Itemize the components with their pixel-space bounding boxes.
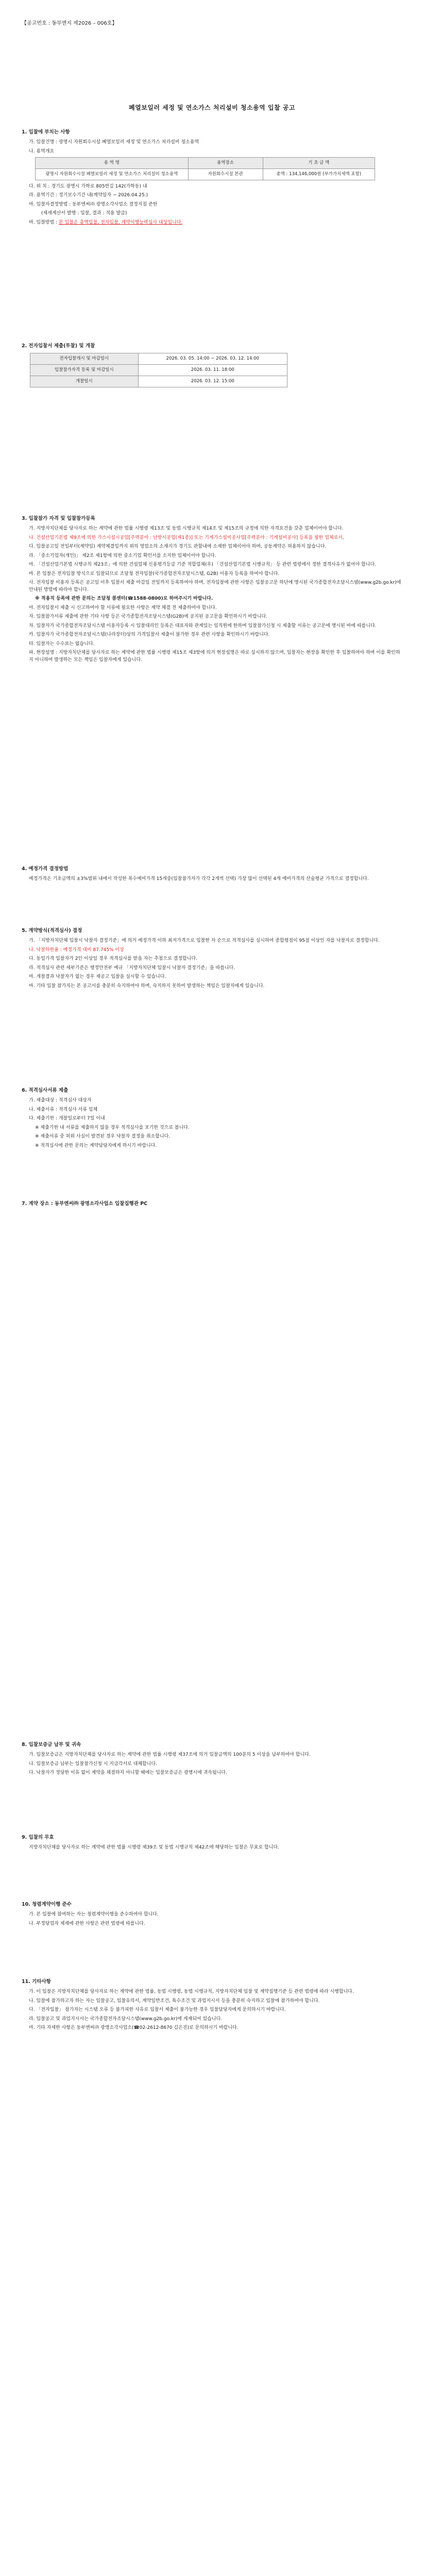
s1-item-ba-label: 바. 입찰방법 :	[29, 219, 59, 225]
s5-line: 나. 낙찰하한율 : 예정가격 대비 87.745% 이상	[29, 947, 124, 953]
s3-line: 파. 현장설명 : 지방자치단체를 당사자로 하는 계약에 관한 법률 시행령 제15조 제3항에 의거 현장설명은 따로 실시하지 않으며, 입찰자는 현장을 확인한 후 입찰하여야 하며 이를 확인하지 아니하여 발생하는 모든 책임은 입찰자에게 있습니다.	[29, 650, 400, 663]
s11-line: 라. 입찰공고 및 과업지시서는 국가종합전자조달시스템(www.g2b.go.kr)에 게재되어 있습니다.	[29, 2016, 223, 2022]
section-9-heading: 9. 입찰의 무효	[22, 1835, 54, 1840]
s3-line: 다. 입찰공고일 전일부터(계약일) 계약체결일까지 위의 영업소의 소재지가 경기도 관할내에 소재한 업체이어야 하며, 공동계약은 허용하지 않습니다.	[29, 544, 327, 550]
section-8	[22, 1741, 403, 1779]
schedule-table	[30, 353, 287, 387]
section-2-heading: 2. 전자입찰서 제출(투찰) 및 개찰	[22, 343, 95, 349]
section-6	[22, 1087, 403, 1151]
s11-line: 마. 기타 자세한 사항은 동부엔씨㈜ 광명소각사업소(☎02-2612-8670 김은진)로 문의하시기 바랍니다.	[29, 2025, 239, 2031]
section-11	[22, 1978, 403, 2034]
s9-text: 지방자치단체를 당사자로 하는 계약에 관한 법률 시행령 제39조 및 동법 시행규칙 제42조에 해당하는 입찰은 무효로 합니다.	[29, 1845, 279, 1851]
page-title: 폐열보일러 세정 및 연소가스 처리설비 청소용역 입찰 공고	[129, 104, 295, 111]
section-10-heading: 10. 청렴계약이행 준수	[22, 1902, 72, 1907]
s1-item-da: 다. 위 치 : 경기도 광명시 가학로 805번길 142(가학동) 내	[29, 183, 147, 189]
section-3-heading: 3. 입찰참가 자격 및 입찰참가등록	[22, 516, 95, 521]
s6-note: ※ 적격심사에 관한 문의는 계약담당자에게 하시기 바랍니다.	[35, 1143, 157, 1148]
s11-line: 가. 이 입찰은 지방자치단체를 당사자로 하는 계약에 관한 법률, 동법 시행령, 동법 시행규칙, 지방자치단체 입찰 및 계약집행기준 등 관련 법령에 따라 시행합니다.	[29, 1989, 354, 1995]
s6-note: ※ 제출기한 내 서류를 제출하지 않을 경우 적격심사를 포기한 것으로 봅니다.	[35, 1125, 190, 1130]
s5-line: 바. 기타 입찰 참가자는 본 공고서를 충분히 숙지하여야 하며, 숙지하지 못하여 발생하는 책임은 입찰자에게 있습니다.	[29, 983, 265, 989]
s6-item-ga: 가. 제출대상 : 적격심사 대상자	[29, 1098, 92, 1104]
s3-line: 타. 입찰자는 수수료는 없습니다.	[29, 641, 95, 647]
s1-item-ga: 가. 입찰건명 : 광명시 자원회수시설 폐열보일러 세정 및 연소가스 처리설비 청소용역	[29, 140, 199, 145]
schedule-value: 2026. 03. 11. 18:00	[138, 365, 287, 376]
s11-line: 다. 「전자입찰」 참가자는 시스템 오류 등 불가피한 사유로 입찰서 제출이 불가능한 경우 입찰담당자에게 문의하시기 바랍니다.	[29, 2007, 286, 2013]
section-7	[22, 1200, 403, 1211]
s1-item-ba-highlight: 본 입찰은 총액입찰, 전자입찰, 계약이행능력심사 대상입니다.	[58, 219, 183, 225]
s3-line: 마. 「건설산업기본법 시행규칙 제23조」에 의한 건설업체 신용평가등급 기준 적합업체(우) 「건설산업기본법 시행규칙」 등 관련 법령에서 정한 결격사유가 없어야 합니다.	[29, 562, 376, 568]
s1-item-ba	[22, 219, 403, 227]
section-1-heading: 1. 입찰에 부치는 사항	[22, 129, 70, 135]
section-9	[22, 1834, 403, 1854]
section-3	[22, 515, 403, 666]
section-1	[22, 129, 403, 228]
s1-item-ma: 마. 입찰자결정방법 : 동부엔씨㈜ 광명소각사업소 결정지침 준한	[29, 201, 158, 207]
section-6-heading: 6. 적격심사서류 제출	[22, 1088, 69, 1093]
s3-line: 가. 지방자치단체를 당사자로 하는 계약에 관한 법률 시행령 제13조 및 동법 시행규칙 제14조 및 제15조의 규정에 의한 자격요건을 갖춘 업체이어야 합니다.	[29, 526, 344, 532]
s5-line: 다. 동일가격 입찰자가 2인 이상일 경우 적격심사를 받을 자는 추첨으로 결정합니다.	[29, 956, 197, 962]
s3-line: 차. 입찰자가 국가종합전자조달시스템 이용자등록 시 입찰대리인 등록은 대표자와 관계있는 임직원에 한하며 입찰참가신청 시 제출할 서류는 공고문에 명시된 바에 따릅니다.	[29, 623, 377, 629]
s10-line: 나. 부정당업자 제재에 관한 사항은 관련 법령에 따릅니다.	[29, 1921, 145, 1926]
s3-line: 바. 본 입찰은 전자입찰 방식으로 입찰되므로 조달청 전자입찰(국가종합전자조달시스템, G2B) 이용자 등록을 하여야 합니다.	[29, 571, 280, 577]
s1-item-ra: 라. 용역기간 : 정기보수기간 내(계약일자 ~ 2026.04.25.)	[29, 193, 148, 198]
section-4	[22, 866, 403, 885]
section-4-heading: 4. 예정가격 결정방법	[22, 866, 69, 872]
s1-item-ma-note: (제세계산서 발행 : 입찰, 결과 : 적용 발급)	[41, 211, 127, 216]
schedule-value: 2026. 03. 12. 15:00	[138, 376, 287, 387]
s3-line: 나. 건설산업기본법 제9조에 의한 가스시설시공업[주력분야 : 난방시공업(제1종)] 또는 기계가스설비공사업[주력분야 : 기계설비공사] 등록을 필한 업체로서,	[29, 535, 344, 540]
s3-line: 자. 입찰참가서류 제출에 관한 기타 사항 등은 국가종합전자조달시스템(G2B)에 공지된 공고문을 확인하시기 바랍니다.	[29, 614, 268, 620]
s3-line: 아. 전자입찰서 제출 시 신고하여야 할 서류에 필요한 사항은 계약 체결 전 제출하여야 합니다.	[29, 605, 217, 611]
s5-line: 라. 적격심사 관련 세부기준은 행정안전부 예규 「지방자치단체 입찰시 낙찰자 결정기준」을 따릅니다.	[29, 965, 235, 971]
service-overview-table	[35, 157, 375, 180]
s11-line: 나. 입찰에 참가하고자 하는 자는 입찰공고, 입찰유의서, 계약일반조건, 특수조건 및 과업지시서 등을 충분히 숙지하고 입찰에 참가하여야 합니다.	[29, 1998, 320, 2004]
schedule-label: 전자입찰개시 및 마감일시	[30, 353, 139, 365]
s3-line: 라. 「중소기업자(개인)」 제2조 제1항에 의한 중소기업 확인서를 소지한 업체이어야 합니다.	[29, 553, 216, 558]
s6-item-da: 다. 제출기한 : 개찰일로부터 7일 이내	[29, 1116, 105, 1122]
schedule-label: 개찰일시	[30, 376, 139, 387]
cell-service-place: 자원회수시설 본관	[188, 169, 263, 180]
s5-line: 마. 개찰결과 낙찰자가 없는 경우 재공고 입찰을 실시할 수 있습니다.	[29, 974, 166, 980]
s3-line: 카. 입찰자가 국가종합전자조달시스템(나라장터)상의 가격입찰서 제출이 불가한 경우 관련 사항을 확인하시기 바랍니다.	[29, 632, 270, 638]
s5-line: 가. 「지방자치단체 입찰시 낙찰자 결정기준」에 의거 예정가격 이하 최저가격으로 입찰한 자 순으로 적격심사를 실시하여 종합평점이 95점 이상인 자를 낙찰자로 결정합니다.	[29, 938, 380, 944]
s8-line: 다. 낙찰자가 정당한 이유 없이 계약을 체결하지 아니할 때에는 입찰보증금은 광명시에 귀속됩니다.	[29, 1770, 227, 1776]
schedule-value: 2026. 03. 05. 14:00 ~ 2026. 03. 12. 14:00	[138, 353, 287, 365]
cell-base-amount: 총액 : 134,146,000원 (부가가치세액 포함)	[263, 169, 375, 180]
s1-item-na: 나. 용역개요	[29, 148, 55, 154]
s10-line: 가. 본 입찰에 참여하는 자는 청렴계약이행을 준수하여야 합니다.	[29, 1912, 159, 1918]
section-8-heading: 8. 입찰보증금 납부 및 귀속	[22, 1742, 81, 1748]
section-10	[22, 1901, 403, 1929]
s3-note: ※ 적용직 등록에 관한 문의는 조달청 콜센터(☎1588-0800)로 하여주시기 바랍니다.	[35, 596, 213, 602]
col-header-amount: 기 초 금 액	[263, 158, 375, 169]
s6-note: ※ 제출서류 중 허위 사실이 발견된 경우 낙찰자 결정을 취소합니다.	[35, 1134, 171, 1140]
col-header-name: 용 역 명	[36, 158, 189, 169]
schedule-label: 입찰참가자격 등록 및 마감일시	[30, 365, 139, 376]
section-5	[22, 927, 403, 992]
s6-item-na: 나. 제출서류 : 적격심사 서류 일체	[29, 1107, 98, 1112]
section-2	[22, 343, 403, 387]
col-header-place: 용역장소	[188, 158, 263, 169]
s4-text: 예정가격은 기초금액의 ±3%범위 내에서 작성한 복수예비가격 15개중(입찰참가자가 각각 2개씩 선택) 가장 많이 선택된 4개 예비가격의 산술평균 가격으로 결정합니다.	[29, 876, 369, 882]
section-5-heading: 5. 계약방식(적격심사) 결정	[22, 928, 82, 934]
s8-line: 가. 입찰보증금은 지방자치단체를 당사자로 하는 계약에 관한 법률 시행령 제37조에 의거 입찰금액의 100분의 5 이상을 납부하여야 합니다.	[29, 1752, 311, 1758]
section-7-heading: 7. 계약 장소 : 동부엔씨㈜ 광명소각사업소 입찰집행관 PC	[22, 1201, 148, 1207]
s8-line: 나. 입찰보증금 납부는 입찰참가신청 시 지급각서로 대체합니다.	[29, 1761, 157, 1767]
section-11-heading: 11. 기타사항	[22, 1979, 51, 1985]
cell-service-name: 광명시 자원회수시설 폐열보일러 세정 및 연소가스 처리설비 청소용역	[36, 169, 189, 180]
notice-number: 【공고번호 : 동부엔지 제2026 – 006호】	[22, 21, 117, 26]
s3-line: 사. 전자입찰 이용자 등록은 공고일 이후 입찰서 제출 마감일 전일까지 등록하여야 하며, 전자입찰에 관한 사항은 입찰공고문 하단에 명시된 국가종합전자조달시스템(www.g2b.go.kr)에 안내된 방법에 따라야 합니다.	[29, 580, 401, 592]
